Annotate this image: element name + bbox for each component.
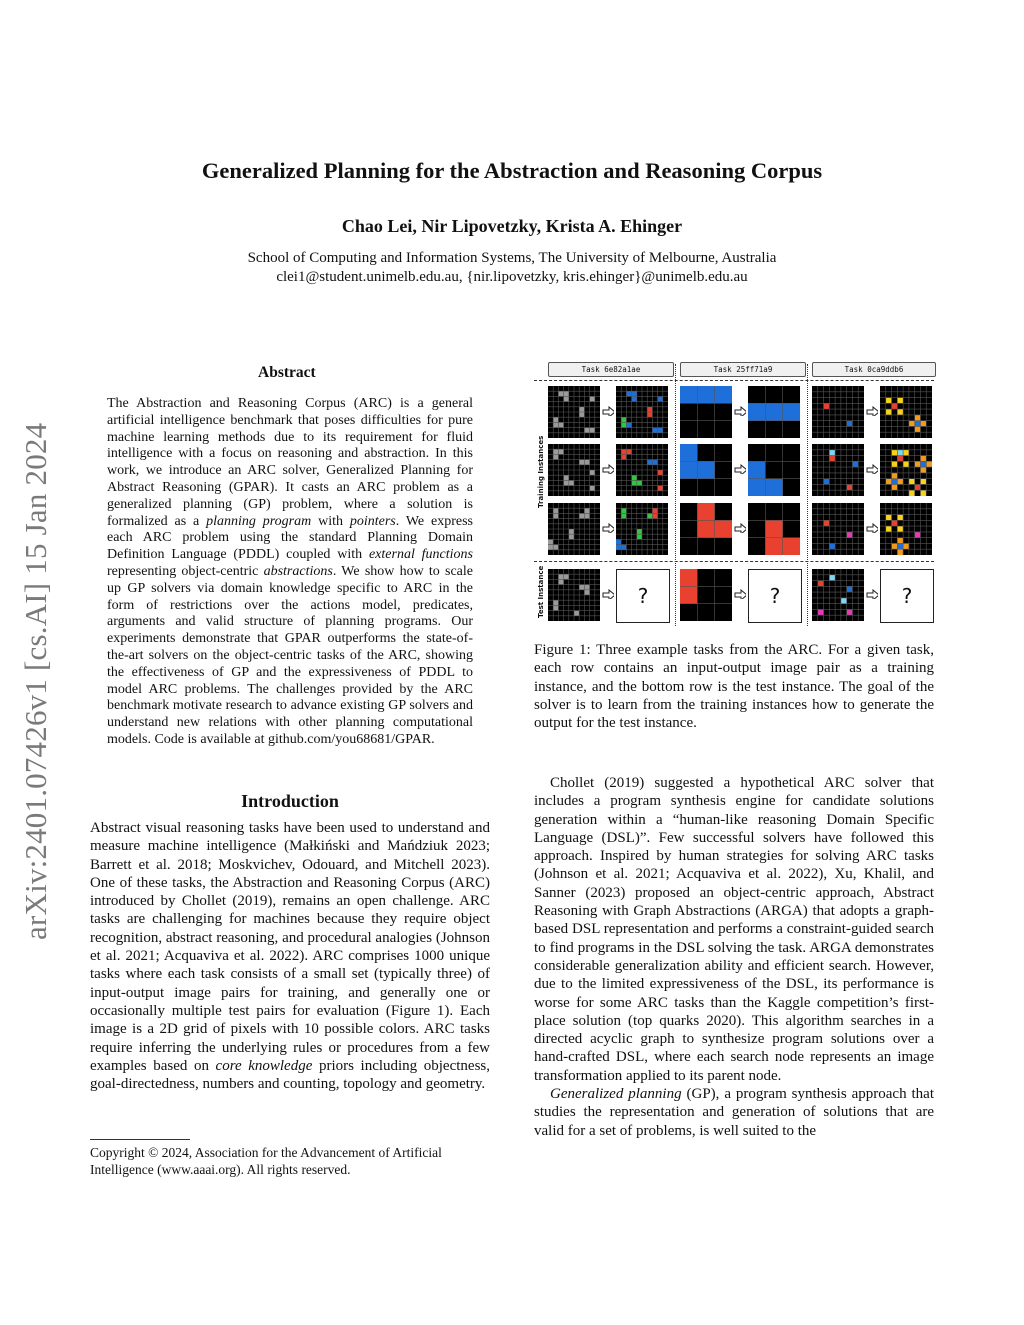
grid-cell (558, 422, 563, 427)
grid-cell (897, 543, 903, 549)
grid-cell (680, 386, 697, 403)
grid-cell (897, 479, 903, 485)
task-title-3: Task 0ca9ddb6 (812, 362, 936, 377)
grid-cell (569, 529, 574, 534)
paper-authors: Chao Lei, Nir Lipovetzky, Krista A. Ehinger (341, 216, 683, 236)
task-3-input-grid (812, 444, 864, 496)
grid-cell (765, 538, 782, 555)
transform-arrow-icon (734, 464, 746, 474)
grid-cell (658, 396, 663, 401)
grid-cell (574, 611, 579, 616)
transform-arrow-icon (734, 406, 746, 416)
gp-text: (GP), a program synthesis approach that studies the representation and generation of solutions that are valid for a set of problems, is well suited to the (534, 1086, 934, 1139)
task-3-input-grid (812, 386, 864, 438)
grid-cell (909, 479, 915, 485)
grid-cell (915, 484, 921, 490)
grid-cell (564, 475, 569, 480)
task-1-input-grid (548, 569, 600, 621)
abstract-body (107, 396, 473, 749)
task-2-output-grid (748, 444, 800, 496)
transform-arrow-icon (602, 406, 614, 416)
grid-cell (897, 450, 903, 456)
grid-cell (632, 475, 637, 480)
paragraph-chollet: Chollet (2019) suggested a hypothetical ARC solver that includes a program synthesis engine for candidate solutions generation within a “human-like reasoning Domain Specific Language (DSL)”. Few successful solvers have followed this approach. Inspired by human strategies for solving ARC tasks (Johnson et al. 2021; Acquaviva et al. 2022), Xu, Khalil, and Sanner (2023) proposed an object-centric approach, Abstract Reasoning with Graph Abstractions (ARGA) that adopts a graph-based DSL representation and performs a constraint-guided search to find programs in the DSL solving the task. ARGA demonstrates considerable generalization ability and efficient search. However, due to the limited expressiveness of the DSL, its performance is worse for some ARC tasks than the Kaggle competition’s first-place solution (top quarks 2020). This algorithm searches in a directed acyclic graph to synthesize program solutions over a hand-crafted DSL, where each search node represents an image transformation applied to its parent node. (534, 775, 934, 1084)
label-test-instance: Test Instance (537, 565, 545, 618)
grid-cell (564, 480, 569, 485)
paragraph-generalized-planning (534, 1085, 934, 1140)
grid-cell (909, 490, 915, 496)
grid-cell (584, 590, 589, 595)
grid-cell (697, 386, 714, 403)
task-1-input-grid (548, 503, 600, 555)
grid-cell (584, 508, 589, 513)
divider-top (534, 380, 934, 381)
transform-arrow-icon (734, 523, 746, 533)
divider-test (534, 561, 934, 562)
grid-cell (847, 484, 853, 490)
grid-cell (897, 409, 903, 415)
transform-arrow-icon (866, 464, 878, 474)
grid-cell (829, 456, 835, 462)
task-1-input-grid (548, 444, 600, 496)
grid-cell (647, 513, 652, 518)
label-training-instances: Training Instances (537, 435, 545, 508)
task-2-input-grid (680, 444, 732, 496)
divider-task-2-3 (807, 364, 808, 626)
figure-caption: Figure 1: Three example tasks from the ARC. For a given task, each row contains an input-output image pair as a training instance, and the bottom row is the test instance. The goal of the solver is to learn from the training instances how to generate the output for the test instance. (534, 642, 934, 732)
grid-cell (765, 403, 782, 420)
grid-cell (616, 545, 621, 550)
task-1-output-grid (616, 386, 668, 438)
task-2-output-grid (748, 503, 800, 555)
grid-cell (632, 396, 637, 401)
grid-cell (553, 513, 558, 518)
abstract-text: representing object-centric (107, 563, 264, 579)
task-2-input-grid (680, 503, 732, 555)
grid-cell (621, 513, 626, 518)
grid-cell (824, 403, 830, 409)
grid-cell (715, 520, 732, 537)
abstract-text: The Abstraction and Reasoning Corpus (ARC) is a general artificial intelligence benchmark that poses difficulties for pure machine learning methods due to its requirement for fluid intelligence with a focus on reasoning and abstraction. In this work, we introduce an ARC solver, Generalized Planning for Abstract Reasoning (GPAR). It casts an ARC problem as a generalized planning (GP) problem, where a solution is formalized as a (107, 396, 473, 529)
grid-cell (897, 456, 903, 462)
grid-cell (584, 513, 589, 518)
grid-cell (920, 461, 926, 467)
task-3-output-grid (880, 386, 932, 438)
task-title-1: Task 6e82a1ae (548, 362, 674, 377)
grid-cell (824, 520, 830, 526)
abstract-emphasis: abstractions (263, 563, 333, 579)
grid-cell (915, 426, 921, 432)
grid-cell (652, 428, 657, 433)
grid-cell (564, 574, 569, 579)
grid-cell (584, 428, 589, 433)
grid-cell (553, 449, 558, 454)
grid-cell (892, 450, 898, 456)
grid-cell (579, 460, 584, 465)
grid-cell (847, 421, 853, 427)
grid-cell (847, 586, 853, 592)
grid-cell (886, 526, 892, 532)
task-2-input-grid (680, 386, 732, 438)
grid-cell (697, 503, 714, 520)
grid-cell (915, 421, 921, 427)
abstract-text: . We express each ARC problem using the standard Planning Domain Definition Language (PDDL) coupled with (107, 513, 473, 563)
grid-cell (590, 396, 595, 401)
grid-cell (558, 579, 563, 584)
introduction-heading: Introduction (241, 791, 339, 811)
grid-cell (765, 520, 782, 537)
grid-cell (558, 449, 563, 454)
grid-cell (626, 391, 631, 396)
grid-cell (886, 515, 892, 521)
grid-cell (715, 386, 732, 403)
grid-cell (920, 490, 926, 496)
grid-cell (903, 543, 909, 549)
grid-cell (621, 422, 626, 427)
grid-cell (558, 574, 563, 579)
transform-arrow-icon (602, 589, 614, 599)
grid-cell (548, 545, 553, 550)
grid-cell (892, 543, 898, 549)
grid-cell (626, 449, 631, 454)
abstract-heading: Abstract (258, 364, 316, 381)
grid-cell (897, 398, 903, 404)
grid-cell (579, 585, 584, 590)
grid-cell (920, 421, 926, 427)
grid-cell (886, 409, 892, 415)
grid-cell (829, 450, 835, 456)
grid-cell (892, 520, 898, 526)
task-3-output-grid (880, 503, 932, 555)
grid-cell (553, 605, 558, 610)
grid-cell (579, 513, 584, 518)
grid-cell (647, 460, 652, 465)
copyright-footnote: Copyright © 2024, Association for the Advancement of Artificial Intelligence (www.aaai.org). All rights reserved. (90, 1145, 442, 1177)
abstract-text: . We show how to scale up GP solvers via domain knowledge specific to ARC in the form of restrictions over the actions model, predicates, arguments and valid structure of planning programs. Our experiments demonstrate that GPAR outperforms the state-of-the-art solvers on the object-centric tasks of the ARC, showing the effectiveness of GP and the expressiveness of PDDL to model ARC problems. The challenges provided by the ARC benchmark motivate research to advance existing GP solvers and understand new relations with other planning computational models. Code is available at github.com/you68681/GPAR. (107, 563, 474, 747)
grid-cell (748, 403, 765, 420)
grid-cell (909, 421, 915, 427)
unknown-output-task-3: ? (880, 569, 934, 623)
grid-cell (765, 479, 782, 496)
grid-cell (632, 391, 637, 396)
figure-1 (534, 360, 936, 628)
grid-cell (626, 422, 631, 427)
abstract-text: with (311, 513, 350, 529)
grid-cell (915, 532, 921, 538)
grid-cell (915, 415, 921, 421)
grid-cell (579, 412, 584, 417)
grid-cell (892, 461, 898, 467)
grid-cell (915, 461, 921, 467)
grid-cell (818, 609, 824, 615)
grid-cell (886, 479, 892, 485)
grid-cell (553, 545, 558, 550)
transform-arrow-icon (734, 589, 746, 599)
grid-cell (647, 412, 652, 417)
grid-cell (647, 407, 652, 412)
intro-emphasis: core knowledge (215, 1057, 313, 1074)
intro-text: Abstract visual reasoning tasks have been used to understand and measure machine intelligence (Małkiński and Mańdziuk 2023; Barrett et al. 2018; Moskvichev, Odouard, and Mitchell 2023). One of these tasks, the Abstraction and Reasoning Corpus (ARC) introduced by Chollet (2019), remains an open challenge. ARC tasks are challenging for machines because they require object recognition, abstract reasoning, and procedural analogies (Johnson et al. 2021; Acquaviva et al. 2022). ARC comprises 1000 unique tasks where each task consists of a small set (typically three) of input-output image pairs for training, and generally one or occasionally multiple test pairs for evaluation (Figure 1). Each image is a 2D grid of pixels with 10 possible colors. ARC tasks require inferring the underlying rules or procedures from a few examples based on (90, 820, 490, 1074)
transform-arrow-icon (866, 406, 878, 416)
grid-cell (569, 480, 574, 485)
footnote-rule (90, 1139, 190, 1140)
task-2-output-grid (748, 386, 800, 438)
grid-cell (553, 422, 558, 427)
grid-cell (621, 545, 626, 550)
grid-cell (818, 581, 824, 587)
grid-cell (886, 398, 892, 404)
grid-cell (783, 538, 800, 555)
unknown-output-task-1: ? (616, 569, 670, 623)
grid-cell (584, 460, 589, 465)
grid-cell (637, 529, 642, 534)
abstract-emphasis: planning program (206, 513, 312, 529)
grid-cell (553, 508, 558, 513)
grid-cell (852, 461, 858, 467)
grid-cell (824, 479, 830, 485)
grid-cell (652, 508, 657, 513)
divider-task-1-2 (675, 364, 676, 626)
grid-cell (897, 549, 903, 555)
transform-arrow-icon (602, 464, 614, 474)
grid-cell (564, 391, 569, 396)
grid-cell (590, 470, 595, 475)
task-title-2: Task 25ff71a9 (680, 362, 806, 377)
grid-cell (632, 480, 637, 485)
transform-arrow-icon (602, 523, 614, 533)
grid-cell (590, 486, 595, 491)
grid-cell (658, 470, 663, 475)
grid-cell (621, 454, 626, 459)
right-column-body (534, 774, 934, 1140)
abstract-emphasis: pointers (349, 513, 396, 529)
grid-cell (590, 428, 595, 433)
transform-arrow-icon (866, 589, 878, 599)
grid-cell (637, 534, 642, 539)
grid-cell (697, 520, 714, 537)
grid-cell (892, 479, 898, 485)
grid-cell (680, 461, 697, 478)
grid-cell (892, 403, 898, 409)
grid-cell (621, 417, 626, 422)
grid-cell (920, 467, 926, 473)
grid-cell (748, 461, 765, 478)
grid-cell (920, 479, 926, 485)
grid-cell (697, 461, 714, 478)
grid-cell (897, 526, 903, 532)
task-3-output-grid (880, 444, 932, 496)
grid-cell (903, 450, 909, 456)
grid-cell (680, 444, 697, 461)
grid-cell (564, 396, 569, 401)
grid-cell (621, 449, 626, 454)
grid-cell (579, 407, 584, 412)
grid-cell (652, 513, 657, 518)
introduction-body (90, 819, 490, 1093)
grid-cell (783, 403, 800, 420)
grid-cell (680, 569, 697, 586)
grid-cell (892, 484, 898, 490)
task-3-input-grid (812, 503, 864, 555)
grid-cell (829, 575, 835, 581)
task-1-output-grid (616, 503, 668, 555)
paper-title: Generalized Planning for the Abstraction and Reasoning Corpus (201, 158, 823, 183)
grid-cell (658, 486, 663, 491)
affiliation-block (0, 249, 1024, 287)
grid-cell (548, 539, 553, 544)
grid-cell (553, 454, 558, 459)
grid-cell (920, 456, 926, 462)
grid-cell (926, 461, 932, 467)
task-2-input-grid (680, 569, 732, 621)
grid-cell (829, 543, 835, 549)
grid-cell (621, 508, 626, 513)
task-3-input-grid (812, 569, 864, 621)
grid-cell (841, 598, 847, 604)
grid-cell (553, 417, 558, 422)
grid-cell (680, 586, 697, 603)
abstract-emphasis: external functions (368, 547, 473, 563)
grid-cell (569, 534, 574, 539)
grid-cell (892, 473, 898, 479)
grid-cell (652, 460, 657, 465)
grid-cell (748, 479, 765, 496)
grid-cell (847, 532, 853, 538)
arxiv-stamp: arXiv:2401.07426v1 [cs.AI] 15 Jan 2024 (18, 422, 53, 940)
transform-arrow-icon (866, 523, 878, 533)
grid-cell (658, 428, 663, 433)
task-1-output-grid (616, 444, 668, 496)
intro-text: priors including objectness, goal-directedness, numbers and counting, topology and geometry. (90, 1057, 490, 1093)
grid-cell (584, 585, 589, 590)
grid-cell (637, 480, 642, 485)
affiliation: School of Computing and Information Systems, The University of Melbourne, Australia (247, 250, 777, 266)
unknown-output-task-2: ? (748, 569, 802, 623)
grid-cell (553, 600, 558, 605)
grid-cell (847, 609, 853, 615)
grid-cell (558, 391, 563, 396)
grid-cell (897, 515, 903, 521)
grid-cell (616, 539, 621, 544)
task-1-input-grid (548, 386, 600, 438)
grid-cell (903, 461, 909, 467)
author-emails: clei1@student.unimelb.edu.au, {nir.lipovetzky, kris.ehinger}@unimelb.edu.au (276, 269, 748, 285)
grid-cell (897, 538, 903, 544)
gp-emphasis: Generalized planning (550, 1086, 682, 1103)
